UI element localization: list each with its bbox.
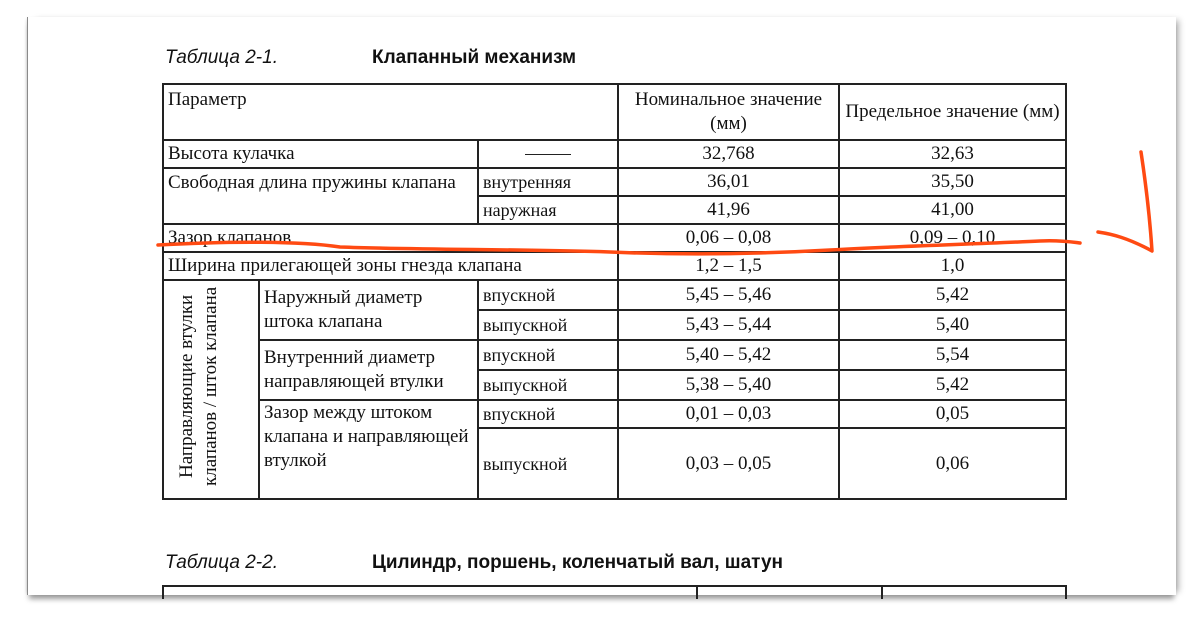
sub-label: выпускной [478, 370, 618, 400]
limit-value: 35,50 [839, 168, 1066, 196]
limit-value: 41,00 [839, 196, 1066, 224]
limit-value: 0,09 – 0,10 [839, 224, 1066, 252]
table2-cell [882, 586, 1066, 599]
row-label: Ширина прилегающей зоны гнезда клапана [163, 252, 618, 280]
table-header-row [163, 84, 1066, 140]
table-row [163, 252, 1066, 280]
sub-label: впускной [478, 400, 618, 428]
nominal-value: 1,2 – 1,5 [618, 252, 839, 280]
nominal-value: 5,45 – 5,46 [618, 280, 839, 310]
table-row [163, 280, 1066, 310]
sub-label: впускной [478, 340, 618, 370]
nominal-value: 5,38 – 5,40 [618, 370, 839, 400]
sub-label: выпускной [478, 310, 618, 340]
row-label: Наружный диаметр штока клапана [259, 280, 478, 340]
row-label: Высота кулачка [163, 140, 478, 168]
header-nominal: Номинальное значение (мм) [618, 84, 839, 140]
limit-value: 1,0 [839, 252, 1066, 280]
nominal-value: 0,03 – 0,05 [618, 428, 839, 499]
table2-number: Таблица 2-2. [165, 552, 278, 573]
header-parameter: Параметр [163, 84, 618, 140]
dash-cell [478, 140, 618, 168]
nominal-value: 41,96 [618, 196, 839, 224]
sub-label: впускной [478, 280, 618, 310]
table2-top-edge [162, 585, 1067, 599]
nominal-value: 0,01 – 0,03 [618, 400, 839, 428]
limit-value: 5,42 [839, 280, 1066, 310]
nominal-value: 36,01 [618, 168, 839, 196]
limit-value: 0,05 [839, 400, 1066, 428]
row-label: Свободная длина пружины клапана [163, 168, 478, 224]
guides-group-cell [163, 280, 259, 499]
sub-label: наружная [478, 196, 618, 224]
valve-mechanism-table [162, 83, 1067, 500]
limit-value: 5,54 [839, 340, 1066, 370]
limit-value: 5,40 [839, 310, 1066, 340]
nominal-value: 5,43 – 5,44 [618, 310, 839, 340]
table-row [163, 168, 1066, 196]
dash-mark [525, 154, 571, 155]
header-limit: Предельное значение (мм) [839, 84, 1066, 140]
limit-value: 32,63 [839, 140, 1066, 168]
nominal-value: 5,40 – 5,42 [618, 340, 839, 370]
sub-label: внутренняя [478, 168, 618, 196]
table1-number: Таблица 2-1. [165, 47, 278, 68]
nominal-value: 32,768 [618, 140, 839, 168]
row-label: Зазор клапанов [163, 224, 618, 252]
table-row [163, 340, 1066, 370]
nominal-value: 0,06 – 0,08 [618, 224, 839, 252]
limit-value: 5,42 [839, 370, 1066, 400]
table-row [163, 400, 1066, 428]
table2-cell [163, 586, 697, 599]
table-row [163, 224, 1066, 252]
table-row [163, 140, 1066, 168]
table2-title: Цилиндр, поршень, коленчатый вал, шатун [372, 552, 784, 573]
sub-label: выпускной [478, 428, 618, 499]
table2-cell [697, 586, 882, 599]
row-label: Зазор между штоком клапана и направляющей втулкой [259, 400, 478, 499]
limit-value: 0,06 [839, 428, 1066, 499]
table1-title: Клапанный механизм [372, 47, 577, 68]
guides-group-label: Направляющие втулки клапанов / шток клапана [176, 286, 221, 486]
row-label: Внутренний диаметр направляющей втулки [259, 340, 478, 400]
